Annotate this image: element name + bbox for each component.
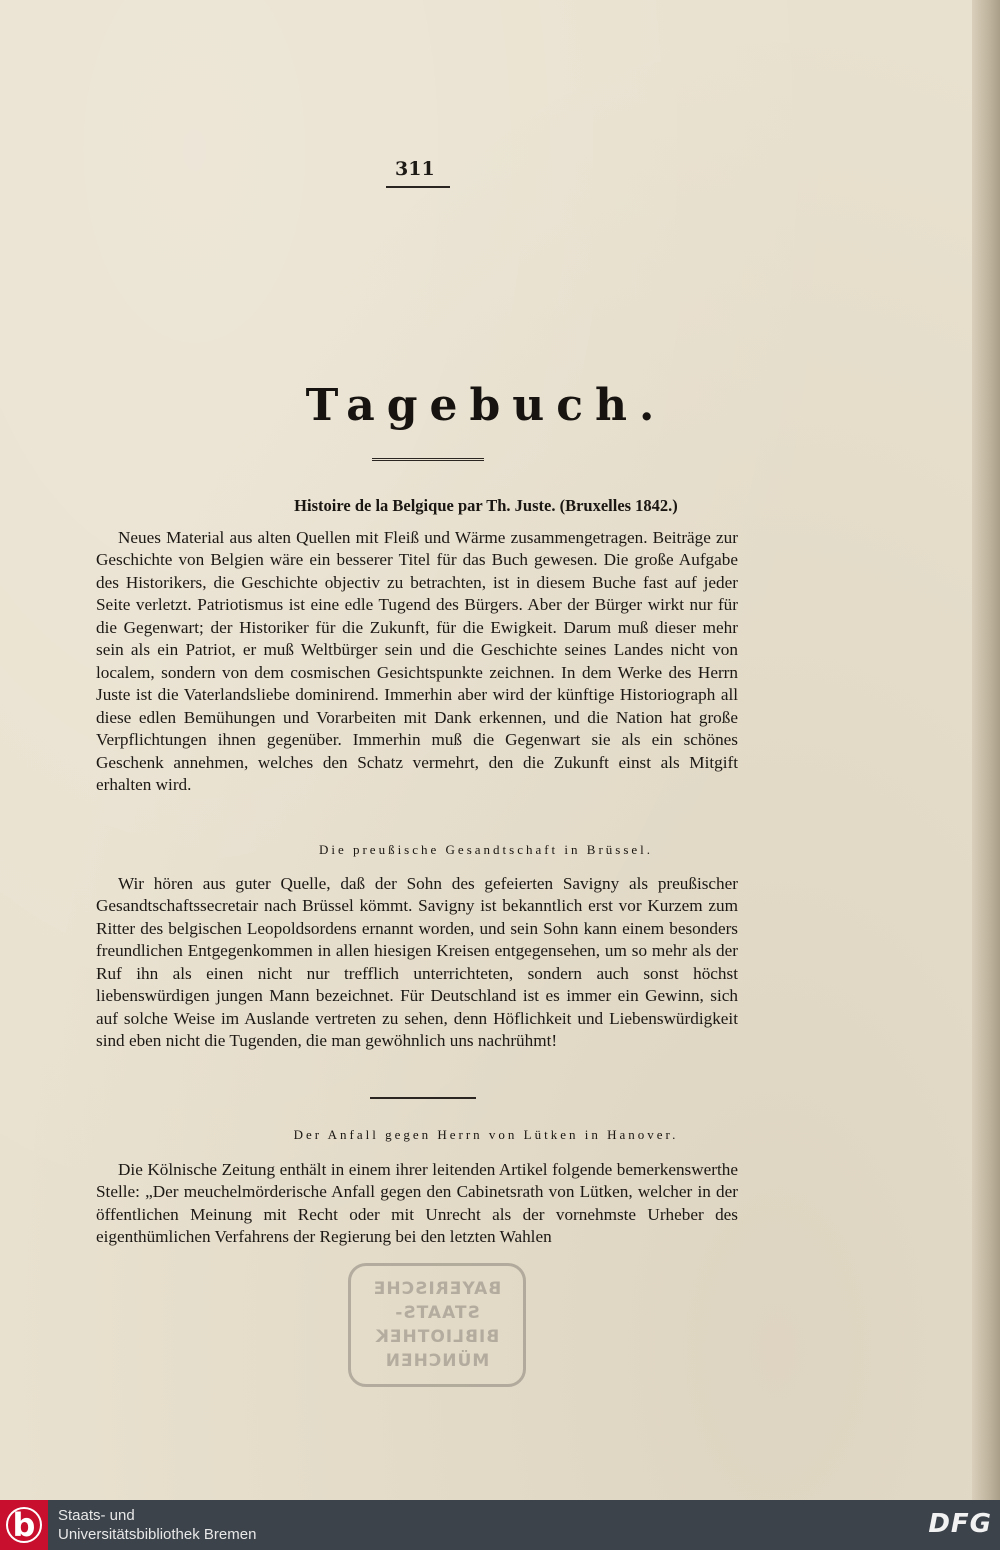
stamp-line: MÜNCHEN: [384, 1351, 490, 1371]
article-heading-gesandtschaft: Die preußische Gesandtschaft in Brüssel.: [318, 842, 654, 857]
library-stamp: [348, 1263, 526, 1387]
article-body-belgique: Neues Material aus alten Quellen mit Fleiß und Wärme zusammengetragen. Beiträge zur Geschichte von Belgien wäre ein besserer Titel für das Buch gewesen. Die große Aufgabe des Historikers, die Geschichte objectiv zu betrachten, ist in diesem Buche fast auf jeder Seite verletzt. Patriotismus ist eine edle Tugend des Bürgers. Aber der Bürger wirkt nur für die Gegenwart; der Historiker für die Zukunft, für die Ewigkeit. Darum muß dieser mehr sein als ein Patriot, er muß Weltbürger sein und die Geschichte seines Landes nicht von localem, sondern von dem cosmischen Gesichtspunkte zeichnen. In dem Werke des Herrn Juste ist die Vaterlandsliebe dominirend. Immerhin aber wird der künftige Historiograph all diese edlen Bemühungen und Vorarbeiten mit Dank erkennen, und die Nation hat große Verpflichtungen ihnen gegenüber. Immerhin muß die Gegenwart sie als ein schönes Geschenk annehmen, welches den Schatz vermehrt, den die Zukunft einst als Mitgift erhalten wird.: [96, 528, 738, 794]
title-rule: [372, 458, 484, 461]
stamp-line: BIBLIOTHEK: [374, 1327, 500, 1347]
page-number-rule: [386, 186, 450, 188]
dfg-logo[interactable]: DFG: [928, 1509, 992, 1539]
library-logo-icon: b: [6, 1507, 42, 1543]
article-heading-belgique: Histoire de la Belgique par Th. Juste. (Bruxelles 1842.): [294, 496, 678, 515]
stamp-line: BAYERISCHE: [372, 1279, 502, 1299]
section-title: Tagebuch.: [305, 380, 667, 431]
article-body-luetken: Die Kölnische Zeitung enthält in einem ihrer leitenden Artikel folgende bemerkenswerthe Stelle: „Der meuchelmörderische Anfall gegen den Cabinetsrath von Lütken, welcher in der öffentlichen Meinung mit Recht oder mit Unrecht als der vornehmste Urheber des eigenthümlichen Verfahrens der Regierung bei den letzten Wahlen: [96, 1160, 738, 1247]
article-heading-luetken: Der Anfall gegen Herrn von Lütken in Hanover.: [293, 1127, 679, 1142]
stamp-line: STAATS-: [394, 1303, 480, 1323]
page-number: 311: [395, 158, 435, 180]
library-name-line2: Universitätsbibliothek Bremen: [58, 1526, 257, 1543]
article-body-gesandtschaft: Wir hören aus guter Quelle, daß der Sohn des gefeierten Savigny als preußischer Gesandtschaftssecretair nach Brüssel kömmt. Savigny ist bekanntlich erst vor Kurzem zum Ritter des belgischen Leopoldsordens ernannt worden, und sein Sohn kann einem besonders freundlichen Entgegenkommen in allen hiesigen Kreisen entgegensehen, um so mehr als der Ruf ihn als einen nicht nur trefflich unterrichteten, sondern auch sonst höchst liebenswürdigen jungen Mann bezeichnet. Für Deutschland ist es immer ein Gewinn, sich auf solche Weise im Auslande vertreten zu sehen, denn Höflichkeit und Liebenswürdigkeit sind eben nicht die Tugenden, die man gewöhnlich uns nachrühmt!: [96, 874, 738, 1051]
section-divider: [370, 1097, 476, 1099]
library-name[interactable]: [58, 1506, 256, 1544]
viewer-footer: [0, 1500, 1000, 1550]
library-name-line1: Staats- und: [58, 1507, 135, 1524]
library-logo[interactable]: [0, 1500, 48, 1550]
page-edge: [972, 0, 1000, 1500]
